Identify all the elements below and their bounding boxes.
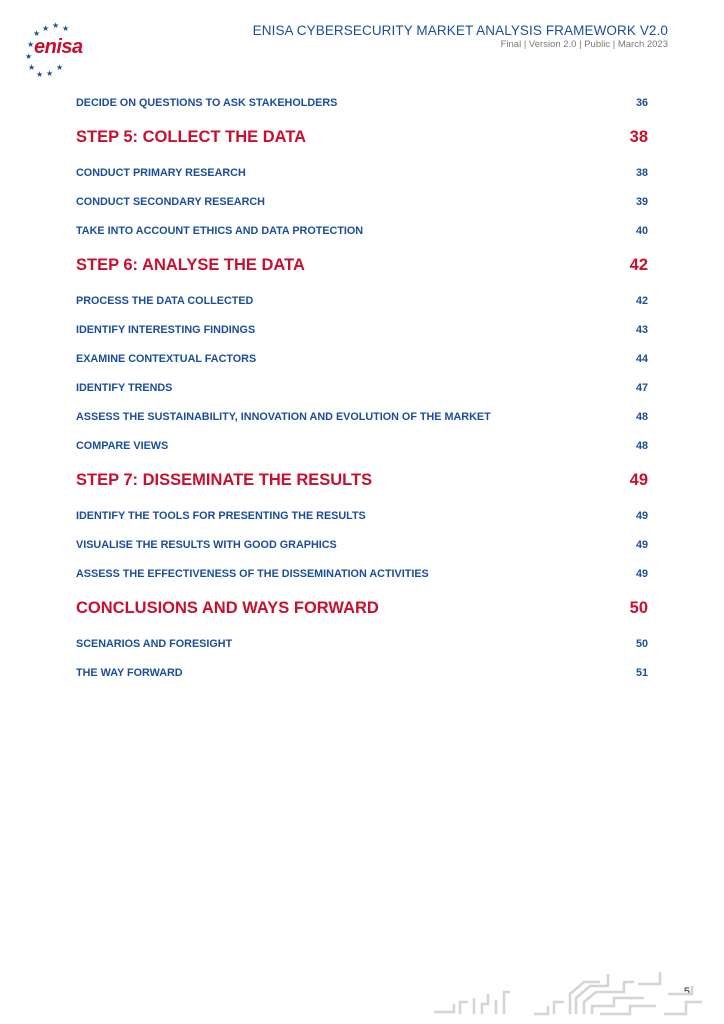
toc-page-number: 36 <box>635 96 648 109</box>
toc-page-number: 39 <box>635 195 648 208</box>
toc-entry-label: TAKE INTO ACCOUNT ETHICS AND DATA PROTECTION <box>76 224 364 237</box>
toc-page-number: 44 <box>635 352 648 365</box>
toc-entry-link[interactable] <box>76 559 648 588</box>
toc-entry-link[interactable] <box>76 629 648 658</box>
toc-entry-label: STEP 7: DISSEMINATE THE RESULTS <box>76 471 373 489</box>
toc-heading-link[interactable] <box>76 245 648 286</box>
toc-entry-link[interactable] <box>76 530 648 559</box>
toc-page-number: 48 <box>635 439 648 452</box>
toc-page-number: 38 <box>629 128 648 146</box>
toc-entry-link[interactable] <box>76 501 648 530</box>
toc-entry-label: COMPARE VIEWS <box>76 439 169 452</box>
toc-page-number: 50 <box>635 637 648 650</box>
toc-page-number: 43 <box>635 323 648 336</box>
table-of-contents <box>76 88 648 687</box>
toc-page-number: 42 <box>635 294 648 307</box>
toc-entry-link[interactable] <box>76 187 648 216</box>
toc-entry-link[interactable] <box>76 216 648 245</box>
toc-page-number: 38 <box>635 166 648 179</box>
toc-page-number: 50 <box>629 599 648 617</box>
toc-entry-label: DECIDE ON QUESTIONS TO ASK STAKEHOLDERS <box>76 96 338 109</box>
svg-text:★: ★ <box>36 70 44 79</box>
toc-page-number: 51 <box>635 666 648 679</box>
toc-entry-link[interactable] <box>76 88 648 117</box>
toc-entry-label: CONDUCT PRIMARY RESEARCH <box>76 166 246 179</box>
toc-entry-label: CONCLUSIONS AND WAYS FORWARD <box>76 599 379 617</box>
circuit-decoration-icon <box>424 964 724 1024</box>
toc-page-number: 49 <box>635 567 648 580</box>
svg-text:★: ★ <box>52 22 60 30</box>
toc-entry-label: IDENTIFY INTERESTING FINDINGS <box>76 323 256 336</box>
svg-text:★: ★ <box>46 69 54 78</box>
document-version: Final | Version 2.0 | Public | March 2023 <box>500 39 668 50</box>
toc-entry-label: STEP 6: ANALYSE THE DATA <box>76 256 305 274</box>
toc-page-number: 47 <box>635 381 648 394</box>
toc-entry-link[interactable] <box>76 431 648 460</box>
logo-wordmark: enisa <box>34 36 83 58</box>
svg-text:★: ★ <box>28 63 36 72</box>
toc-entry-label: IDENTIFY THE TOOLS FOR PRESENTING THE RESULTS <box>76 509 366 522</box>
enisa-logo <box>22 22 94 80</box>
toc-entry-link[interactable] <box>76 286 648 315</box>
svg-text:★: ★ <box>27 40 35 49</box>
toc-entry-link[interactable] <box>76 315 648 344</box>
toc-entry-label: VISUALISE THE RESULTS WITH GOOD GRAPHICS <box>76 538 337 551</box>
toc-entry-label: CONDUCT SECONDARY RESEARCH <box>76 195 265 208</box>
document-title: ENISA CYBERSECURITY MARKET ANALYSIS FRAMEWORK V2.0 <box>252 23 668 38</box>
toc-entry-link[interactable] <box>76 658 648 687</box>
toc-entry-link[interactable] <box>76 344 648 373</box>
svg-text:★: ★ <box>62 24 70 33</box>
svg-text:★: ★ <box>42 24 50 33</box>
toc-entry-label: SCENARIOS AND FORESIGHT <box>76 637 233 650</box>
svg-text:★: ★ <box>25 52 33 61</box>
toc-entry-label: EXAMINE CONTEXTUAL FACTORS <box>76 352 257 365</box>
toc-entry-link[interactable] <box>76 402 648 431</box>
toc-heading-link[interactable] <box>76 460 648 501</box>
toc-page-number: 40 <box>635 224 648 237</box>
toc-heading-link[interactable] <box>76 588 648 629</box>
toc-page-number: 49 <box>635 538 648 551</box>
toc-entry-label: THE WAY FORWARD <box>76 666 183 679</box>
svg-text:★: ★ <box>33 29 41 38</box>
toc-page-number: 49 <box>635 509 648 522</box>
page-number: 5 <box>683 986 690 998</box>
toc-page-number: 48 <box>635 410 648 423</box>
toc-page-number: 49 <box>629 471 648 489</box>
toc-entry-label: ASSESS THE SUSTAINABILITY, INNOVATION AND EVOLUTION OF THE MARKET <box>76 410 491 423</box>
toc-entry-label: ASSESS THE EFFECTIVENESS OF THE DISSEMINATION ACTIVITIES <box>76 567 429 580</box>
toc-entry-label: PROCESS THE DATA COLLECTED <box>76 294 254 307</box>
toc-entry-label: STEP 5: COLLECT THE DATA <box>76 128 307 146</box>
toc-entry-link[interactable] <box>76 158 648 187</box>
toc-entry-label: IDENTIFY TRENDS <box>76 381 173 394</box>
toc-heading-link[interactable] <box>76 117 648 158</box>
toc-page-number: 42 <box>629 256 648 274</box>
toc-entry-link[interactable] <box>76 373 648 402</box>
svg-text:★: ★ <box>56 63 64 72</box>
